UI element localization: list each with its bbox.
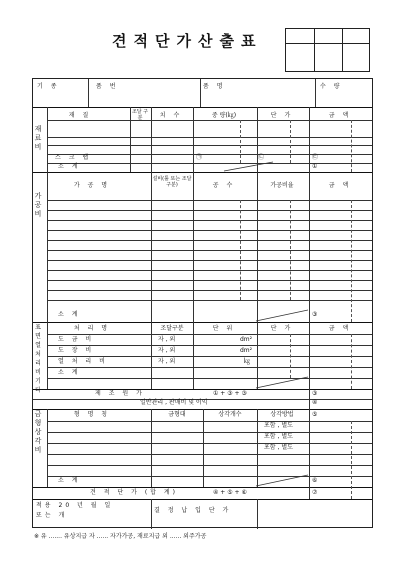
mold-mark: ⑤: [312, 411, 318, 418]
mold-method-row: 포함 , 별도: [264, 444, 293, 451]
page-title: 견적단가산출표: [112, 32, 263, 50]
mark-process-total: ③: [312, 311, 318, 318]
surface-row-proc: 자 , 외: [158, 336, 176, 343]
section-mold: 금형상각비: [34, 410, 42, 454]
apply-label-2: 또는 개: [36, 512, 68, 519]
total-mark: ⑦: [312, 489, 318, 496]
surface-row-unit: dm²: [240, 336, 253, 343]
label-material-subtotal: 소 계: [58, 163, 81, 170]
label-mold-subtotal: 소 계: [58, 477, 81, 484]
label-scrap: 스 크 랩: [55, 154, 92, 161]
label-total: 견 적 단 가 (합 계): [90, 489, 178, 496]
col-surface-amount: 금 액: [328, 325, 352, 332]
label-admin-cost: 일반관리 , 판매비 및 이익: [140, 399, 208, 406]
label-mfg-cost: 제 조 원 가: [95, 390, 145, 397]
col-material-amount: 금 액: [328, 112, 352, 119]
col-material-dimension: 치 수: [159, 112, 183, 119]
col-material-unit-price: 단 가: [270, 112, 294, 119]
section-material: 재료비: [34, 125, 42, 151]
mold-method-row: 포함 , 별도: [264, 422, 293, 429]
admin-mark: ④: [312, 399, 318, 406]
label-surface-subtotal: 소 계: [58, 369, 81, 376]
col-surface-unit-price: 단 가: [270, 325, 294, 332]
mark-2: ㉡: [258, 154, 265, 161]
col-process-equipment: 설비(툴 또는 조달 구분): [152, 176, 192, 188]
mark-4: ①: [312, 163, 318, 170]
surface-row-unit: dm²: [240, 347, 253, 354]
surface-row-name: 도 장 비: [58, 347, 95, 354]
col-process-hours: 공 수: [212, 182, 236, 189]
section-surface: 표면열처리비기타: [35, 324, 41, 394]
col-process-amount: 금 액: [328, 182, 352, 189]
surface-row-unit: ㎏: [244, 358, 251, 365]
col-process-rate: 가공비율: [270, 182, 294, 189]
mold-subtotal-mark: ⑥: [312, 477, 318, 484]
label-part-name: 품 명: [203, 83, 226, 90]
total-formula: ④ + ⑤ + ⑥: [213, 489, 247, 496]
mfg-formula: ① + ③ + ③: [213, 390, 247, 397]
apply-label-1: 적용 20 년 월 일: [36, 502, 114, 509]
col-mold-method: 상각방법: [270, 411, 294, 418]
col-mold-count: 상각개수: [218, 411, 242, 418]
mark-1: ㉠: [196, 154, 203, 161]
label-process-subtotal: 소 계: [58, 311, 81, 318]
section-processing: 가공비: [34, 192, 42, 218]
label-part-no: 품 번: [96, 83, 119, 90]
col-material-procurement: 조달 구분: [131, 109, 149, 121]
col-surface-procurement: 조달구분: [160, 325, 184, 332]
mark-3: ㉢: [312, 154, 319, 161]
col-material-quality: 재 질: [68, 112, 92, 119]
label-qty: 수 량: [320, 83, 343, 90]
col-mold-name: 형 명 칭: [73, 411, 111, 418]
label-model: 기 종: [37, 83, 60, 90]
col-surface-unit: 단 위: [212, 325, 236, 332]
surface-row-proc: 자 , 외: [158, 358, 176, 365]
surface-row-proc: 자 , 외: [158, 347, 176, 354]
mfg-mark: ③: [312, 390, 318, 397]
col-material-weight: 중 량(㎏): [211, 112, 237, 119]
decided-price-label: 결 정 납 입 단 가: [154, 507, 232, 514]
col-process-name: 가 공 명: [73, 182, 111, 189]
mold-method-row: 포함 , 별도: [264, 433, 293, 440]
surface-row-name: 열 처 리 비: [58, 358, 108, 365]
footer-note: ※ 유 ....... 유상지급 자 ...... 자가가공, 재료지급 외 ...... 외주가공: [34, 533, 207, 540]
col-surface-name: 처 리 명: [73, 325, 111, 332]
col-mold-price: 금형대: [168, 411, 186, 418]
surface-row-name: 도 금 비: [58, 336, 95, 343]
